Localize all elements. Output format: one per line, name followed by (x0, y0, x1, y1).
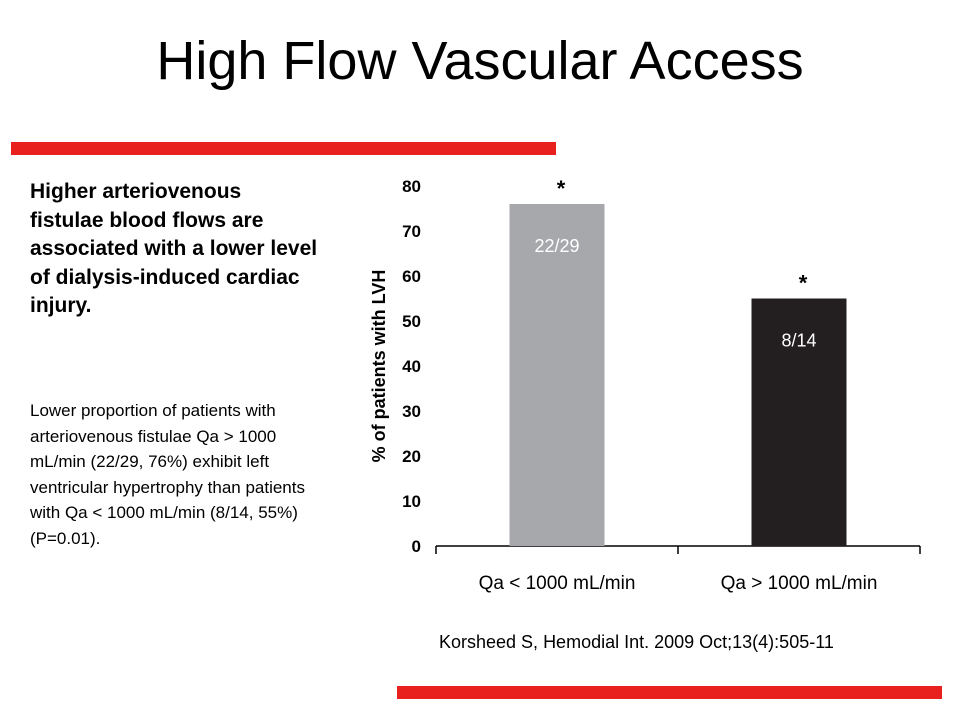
x-category-label: Qa < 1000 mL/min (478, 573, 636, 594)
lvh-bar-chart (340, 160, 930, 610)
y-tick-label: 50 (402, 312, 421, 331)
y-axis-label: % of patients with LVH (369, 269, 389, 463)
y-tick-label: 40 (402, 357, 421, 376)
bar-data-label: 22/29 (534, 236, 580, 256)
y-tick-label: 30 (402, 402, 421, 421)
y-tick-label: 10 (402, 492, 421, 511)
bottom-accent-bar (397, 686, 942, 699)
significance-marker: * (556, 176, 566, 201)
y-tick-label: 20 (402, 447, 421, 466)
lead-statement: Higher arteriovenous fistulae blood flows are associated with a lower level of dialysis-induced cardiac injury. (30, 180, 318, 317)
x-category-label: Qa > 1000 mL/min (720, 573, 878, 594)
y-tick-label: 60 (402, 267, 421, 286)
body-text: Lower proportion of patients with arteriovenous fistulae Qa > 1000 mL/min (22/29, 76%) exhibit left ventricular hypertrophy than patients with Qa < 1000 mL/min (8/14, 55%) (P=0.01). (30, 401, 305, 548)
y-tick-label: 70 (402, 222, 421, 241)
bar-data-label: 8/14 (781, 330, 817, 351)
y-tick-label: 0 (411, 537, 421, 556)
top-accent-bar (11, 142, 556, 155)
citation: Korsheed S, Hemodial Int. 2009 Oct;13(4):505-11 (439, 632, 834, 652)
slide-title: High Flow Vascular Access (156, 31, 804, 91)
significance-marker: * (798, 270, 808, 296)
y-tick-label: 80 (402, 177, 421, 196)
